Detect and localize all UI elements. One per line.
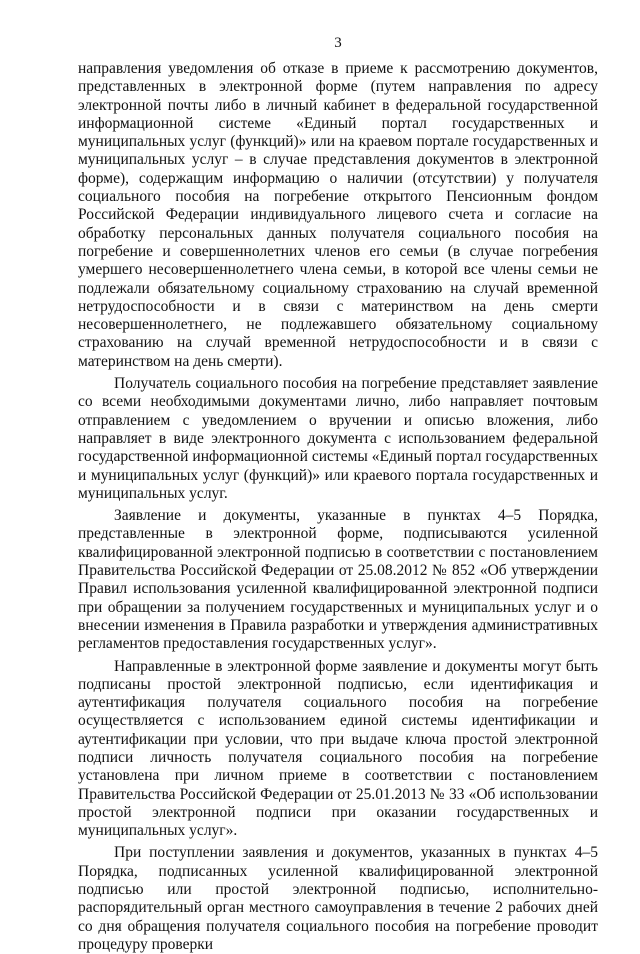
page-number: 3 (334, 35, 342, 51)
paragraph-submission: Получатель социального пособия на погребение представляет заявление со всеми необходимыми документами лично, либо направляет почтовым отправлением с уведомлением о вручении и описью вложения, либо направляет в виде электронного документа с использованием федеральной государственной информационной системы «Единый портал государственных и муниципальных услуг (функций)» или краевого портала государственных и муниципальных услуг. (78, 375, 598, 502)
paragraph-verification: При поступлении заявления и документов, указанных в пунктах 4–5 Порядка, подписанных усиленной квалифицированной электронной подписью или простой электронной подписью, исполнительно-распорядительный орган местного самоуправления в течение 2 рабочих дней со дня обращения получателя социального пособия на погребение проводит процедуру проверки (78, 844, 598, 953)
paragraph-signature-qualified: Заявление и документы, указанные в пунктах 4–5 Порядка, представленные в электронной форме, подписываются усиленной квалифицированной электронной подписью в соответствии с постановлением Правительства Российской Федерации от 25.08.2012 № 852 «Об утверждении Правил использования усиленной квалифицированной электронной подписи при обращении за получением государственных и муниципальных услуг и о внесении изменения в Правила разработки и утверждения административных регламентов предоставления государственных услуг». (78, 507, 598, 653)
paragraph-continuation: направления уведомления об отказе в приеме к рассмотрению документов, представленных в электронной форме (путем направления по адресу электронной почты либо в личный кабинет в федеральной государственной информационной системе «Единый портал государственных и муниципальных услуг (функций)» или на краевом портале государственных и муниципальных услуг – в случае представления документов в электронной форме), содержащим информацию о наличии (отсутствии) у получателя социального пособия на погребение открытого Пенсионным фондом Российской Федерации индивидуального лицевого счета и согласие на обработку персональных данных получателя социального пособия на погребение и совершеннолетних членов его семьи (в случае погребения умершего несовершеннолетнего члена семьи, в которой все члены семьи не подлежали обязательному социальному страхованию на случай временной нетрудоспособности и в связи с материнством на день смерти несовершеннолетнего, не подлежавшего обязательному социальному страхованию на случай временной нетрудоспособности и в связи с материнством на день смерти). (78, 60, 598, 370)
paragraph-signature-simple: Направленные в электронной форме заявление и документы могут быть подписаны простой электронной подписью, если идентификация и аутентификация получателя социального пособия на погребение осуществляется с использованием единой системы идентификации и аутентификации при условии, что при выдаче ключа простой электронной подписи личность получателя социального пособия на погребение установлена при личном приеме в соответствии с постановлением Правительства Российской Федерации от 25.01.2013 № 33 «Об использовании простой электронной подписи при оказании государственных и муниципальных услуг». (78, 657, 598, 840)
